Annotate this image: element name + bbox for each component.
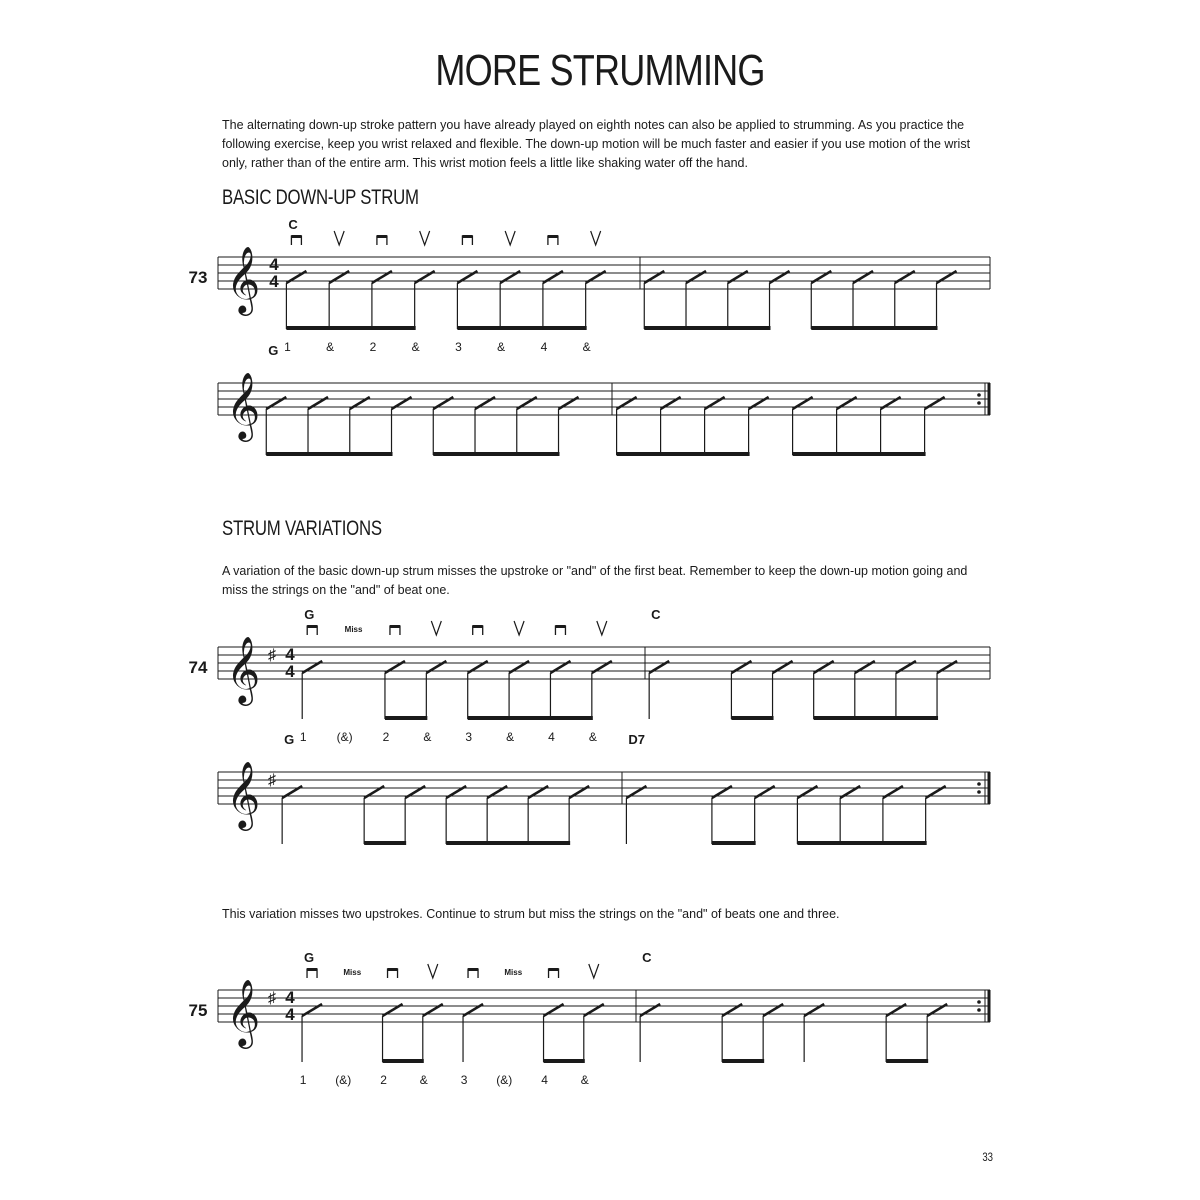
upstroke-icon [505,231,515,245]
beam [266,452,392,456]
beam [468,716,593,720]
count-label: 3 [460,1073,468,1087]
repeat-dot [977,782,981,786]
upstroke-icon [591,231,601,245]
downstroke-bar [555,625,565,628]
treble-clef-icon: 𝄞 [226,247,261,312]
chord-symbol: G [268,343,279,358]
beam [446,841,570,845]
downstroke-bar [307,968,317,971]
count-label: & [506,730,515,744]
intro-paragraph: The alternating down-up stroke pattern you have already played on eighth notes can also be applied to strumming. As you practice the following exercise, keep you wrist relaxed and flexible. The down-up motion will be much faster and easier if you use motion of the wrist only, rather than of the entire arm. This wrist motion feels a little like shaking water off the hand. [222,118,971,170]
downstroke-icon [291,235,301,245]
beam [793,452,926,456]
variation-paragraph: A variation of the basic down-up strum misses the upstroke or "and" of the first beat. Remember to keep the down-up motion going and miss the strings on the "and" of beat one. [222,564,968,597]
page-title: MORE STRUMMING [435,46,765,95]
key-signature-sharp-icon: ♯ [268,647,276,664]
downstroke-bar [390,625,400,628]
downstroke-icon [549,968,559,978]
beam [383,1059,424,1063]
beam [457,326,586,330]
downstroke-icon [473,625,483,635]
chord-symbol: G [284,732,295,747]
upstroke-icon [334,231,344,245]
beam [797,841,926,845]
repeat-dot [977,401,981,405]
repeat-dot [977,1008,981,1012]
page-number: 33 [982,1150,994,1164]
count-label: & [423,730,432,744]
downstroke-icon [307,625,317,635]
count-label: (&) [496,1073,513,1087]
count-label: & [497,340,506,354]
exercise-number: 75 [188,1001,208,1020]
downstroke-icon [377,235,387,245]
key-signature-sharp-icon: ♯ [268,772,276,789]
miss-label: Miss [504,968,523,977]
time-signature-top: 4 [285,645,295,664]
upstroke-icon [597,621,607,635]
count-label: & [419,1073,428,1087]
count-label: 2 [382,730,390,744]
downstroke-icon [388,968,398,978]
count-label: 4 [540,340,548,354]
count-label: 2 [380,1073,387,1087]
downstroke-bar [388,968,398,971]
treble-clef-icon: 𝄞 [226,762,261,827]
count-label: & [326,340,335,354]
beam [364,841,406,845]
chord-symbol: D7 [628,732,646,747]
variation-two-paragraph: This variation misses two upstrokes. Continue to strum but miss the strings on the "and" of beats one and three. [222,907,840,921]
exercise-number: 74 [188,658,208,677]
beam [286,326,415,330]
downstroke-bar [291,235,301,238]
chord-symbol: G [304,950,315,965]
beam [886,1059,928,1063]
downstroke-bar [473,625,483,628]
time-signature-bottom: 4 [285,662,295,681]
beam [433,452,559,456]
downstroke-bar [307,625,317,628]
treble-clef-icon: 𝄞 [226,980,261,1045]
chord-symbol: G [304,607,315,622]
upstroke-icon [589,964,599,978]
repeat-dot [977,393,981,397]
count-label: & [580,1073,589,1087]
upstroke-icon [514,621,524,635]
time-signature-bottom: 4 [285,1005,295,1024]
time-signature-top: 4 [269,255,279,274]
downstroke-icon [307,968,317,978]
treble-clef-icon: 𝄞 [226,373,261,438]
time-signature-bottom: 4 [269,272,279,291]
repeat-dot [977,790,981,794]
section-heading-variations: STRUM VARIATIONS [222,517,382,540]
downstroke-icon [548,235,558,245]
miss-label: Miss [343,968,362,977]
treble-clef-icon: 𝄞 [226,637,261,702]
count-label: 2 [369,340,377,354]
chord-symbol: C [288,217,298,232]
count-label: 3 [465,730,473,744]
count-label: 4 [541,1073,548,1087]
section-heading-basic: BASIC DOWN-UP STRUM [222,186,419,209]
count-label: & [411,340,420,354]
chord-symbol: C [642,950,652,965]
downstroke-icon [555,625,565,635]
beam [385,716,427,720]
beam [811,326,937,330]
downstroke-icon [390,625,400,635]
beam [712,841,756,845]
upstroke-icon [431,621,441,635]
beam [544,1059,585,1063]
count-label: 1 [299,730,307,744]
key-signature-sharp-icon: ♯ [268,990,276,1007]
downstroke-bar [548,235,558,238]
beam [722,1059,764,1063]
upstroke-icon [428,964,438,978]
count-label: 1 [299,1073,307,1087]
beam [644,326,770,330]
count-label: & [582,340,591,354]
beam [617,452,750,456]
chord-symbol: C [651,607,661,622]
beam [731,716,773,720]
beam [814,716,938,720]
downstroke-icon [468,968,478,978]
downstroke-icon [462,235,472,245]
downstroke-bar [462,235,472,238]
count-label: & [588,730,597,744]
count-label: 1 [284,340,291,354]
time-signature-top: 4 [285,988,295,1007]
downstroke-bar [549,968,559,971]
downstroke-bar [468,968,478,971]
count-label: (&) [336,730,353,744]
count-label: 4 [548,730,555,744]
exercise-number: 73 [188,268,208,287]
count-label: 3 [455,340,462,354]
upstroke-icon [420,231,430,245]
miss-label: Miss [344,625,363,634]
repeat-dot [977,1000,981,1004]
downstroke-bar [377,235,387,238]
count-label: (&) [335,1073,352,1087]
